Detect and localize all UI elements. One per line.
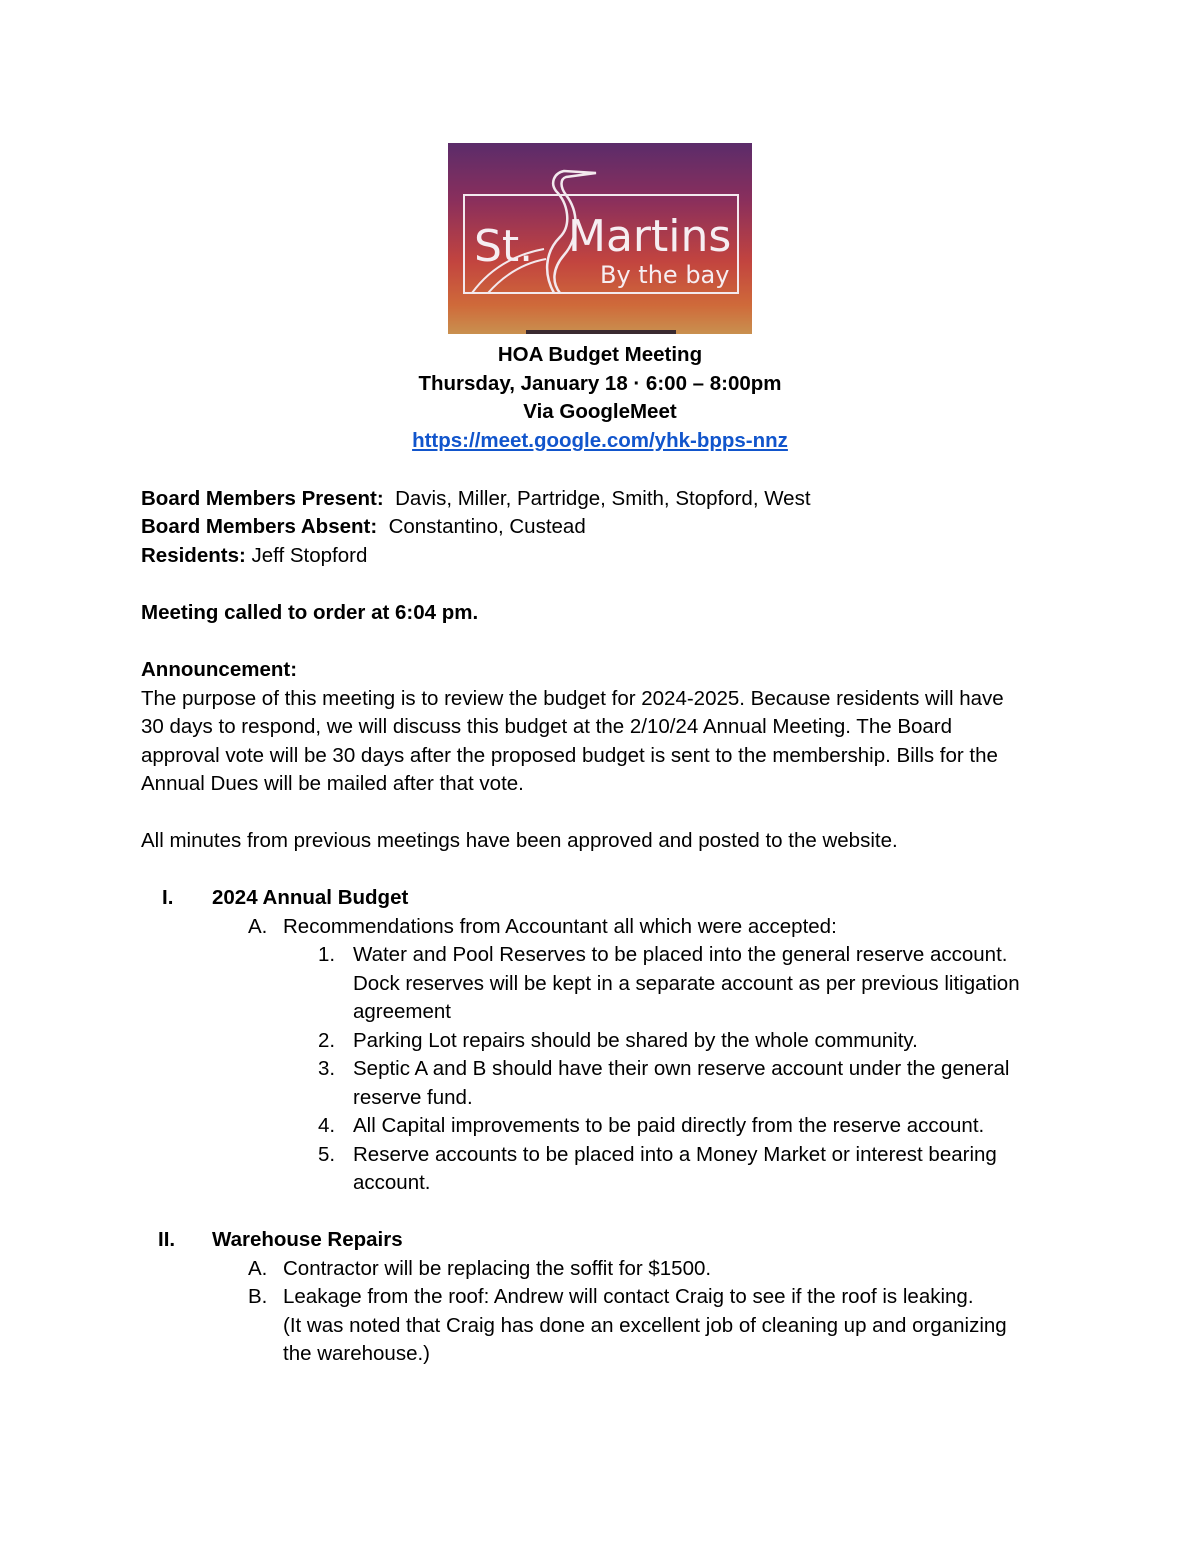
announcement-line: The purpose of this meeting is to review the budget for 2024-2025. Because residents will have — [141, 687, 1004, 710]
announcement-line: Annual Dues will be mailed after that vote. — [141, 772, 524, 795]
subitem-text: account. — [353, 1171, 431, 1194]
item-text: Leakage from the roof: Andrew will contact Craig to see if the roof is leaking. — [283, 1285, 974, 1308]
subitem-number: 1. — [318, 943, 336, 966]
subitem-text: reserve fund. — [353, 1086, 473, 1109]
item-text: the warehouse.) — [283, 1342, 431, 1365]
item-text: (It was noted that Craig has done an excellent job of cleaning up and organizing — [283, 1314, 1007, 1337]
logo-tagline: By the bay — [600, 261, 730, 289]
subitem-number: 2. — [318, 1029, 336, 1052]
announcement-line: approval vote will be 30 days after the proposed budget is sent to the membership. Bills for the — [141, 744, 998, 767]
minutes-note: All minutes from previous meetings have been approved and posted to the website. — [141, 829, 898, 852]
heron-logo-graphic — [448, 143, 752, 334]
section-numeral: II. — [158, 1228, 176, 1251]
logo-name-martins: Martins — [568, 211, 732, 262]
subitem-text: Reserve accounts to be placed into a Money Market or interest bearing — [353, 1143, 997, 1166]
call-to-order: Meeting called to order at 6:04 pm. — [141, 601, 479, 624]
item-text: Contractor will be replacing the soffit for $1500. — [283, 1257, 712, 1280]
section-numeral: I. — [162, 886, 174, 909]
subitem-text: All Capital improvements to be paid directly from the reserve account. — [353, 1114, 985, 1137]
board-absent-value: Constantino, Custead — [388, 515, 586, 538]
residents-value: Jeff Stopford — [251, 544, 368, 567]
item-letter: A. — [248, 915, 268, 938]
board-absent-label: Board Members Absent: — [141, 515, 378, 538]
st-martins-logo — [448, 143, 752, 334]
announcement-line: 30 days to respond, we will discuss this budget at the 2/10/24 Annual Meeting. The Board — [141, 715, 953, 738]
residents-label: Residents: — [141, 544, 246, 567]
board-present-value: Davis, Miller, Partridge, Smith, Stopford, West — [395, 487, 811, 510]
meeting-title: HOA Budget Meeting — [497, 343, 703, 366]
section-title-annual-budget: 2024 Annual Budget — [212, 886, 409, 909]
subitem-number: 4. — [318, 1114, 336, 1137]
logo-underline — [526, 330, 676, 334]
meeting-datetime: Thursday, January 18 · 6:00 – 8:00pm — [418, 372, 782, 395]
announcement-heading: Announcement: — [141, 658, 298, 681]
logo-name-st: St. — [474, 221, 534, 272]
board-present-line — [141, 485, 811, 514]
section-title-warehouse-repairs: Warehouse Repairs — [212, 1228, 403, 1251]
residents-line — [141, 542, 367, 571]
meeting-venue: Via GoogleMeet — [523, 400, 677, 423]
subitem-text: Septic A and B should have their own reserve account under the general — [353, 1057, 1010, 1080]
item-text: Recommendations from Accountant all which were accepted: — [283, 915, 837, 938]
board-present-label: Board Members Present: — [141, 487, 384, 510]
meeting-link[interactable]: https://meet.google.com/yhk-bpps-nnz — [412, 429, 788, 452]
subitem-text: agreement — [353, 1000, 452, 1023]
subitem-text: Dock reserves will be kept in a separate account as per previous litigation — [353, 972, 1020, 995]
subitem-number: 3. — [318, 1057, 336, 1080]
item-letter: A. — [248, 1257, 268, 1280]
subitem-text: Water and Pool Reserves to be placed into the general reserve account. — [353, 943, 1008, 966]
board-absent-line — [141, 513, 586, 542]
subitem-number: 5. — [318, 1143, 336, 1166]
item-letter: B. — [248, 1285, 268, 1308]
subitem-text: Parking Lot repairs should be shared by the whole community. — [353, 1029, 918, 1052]
